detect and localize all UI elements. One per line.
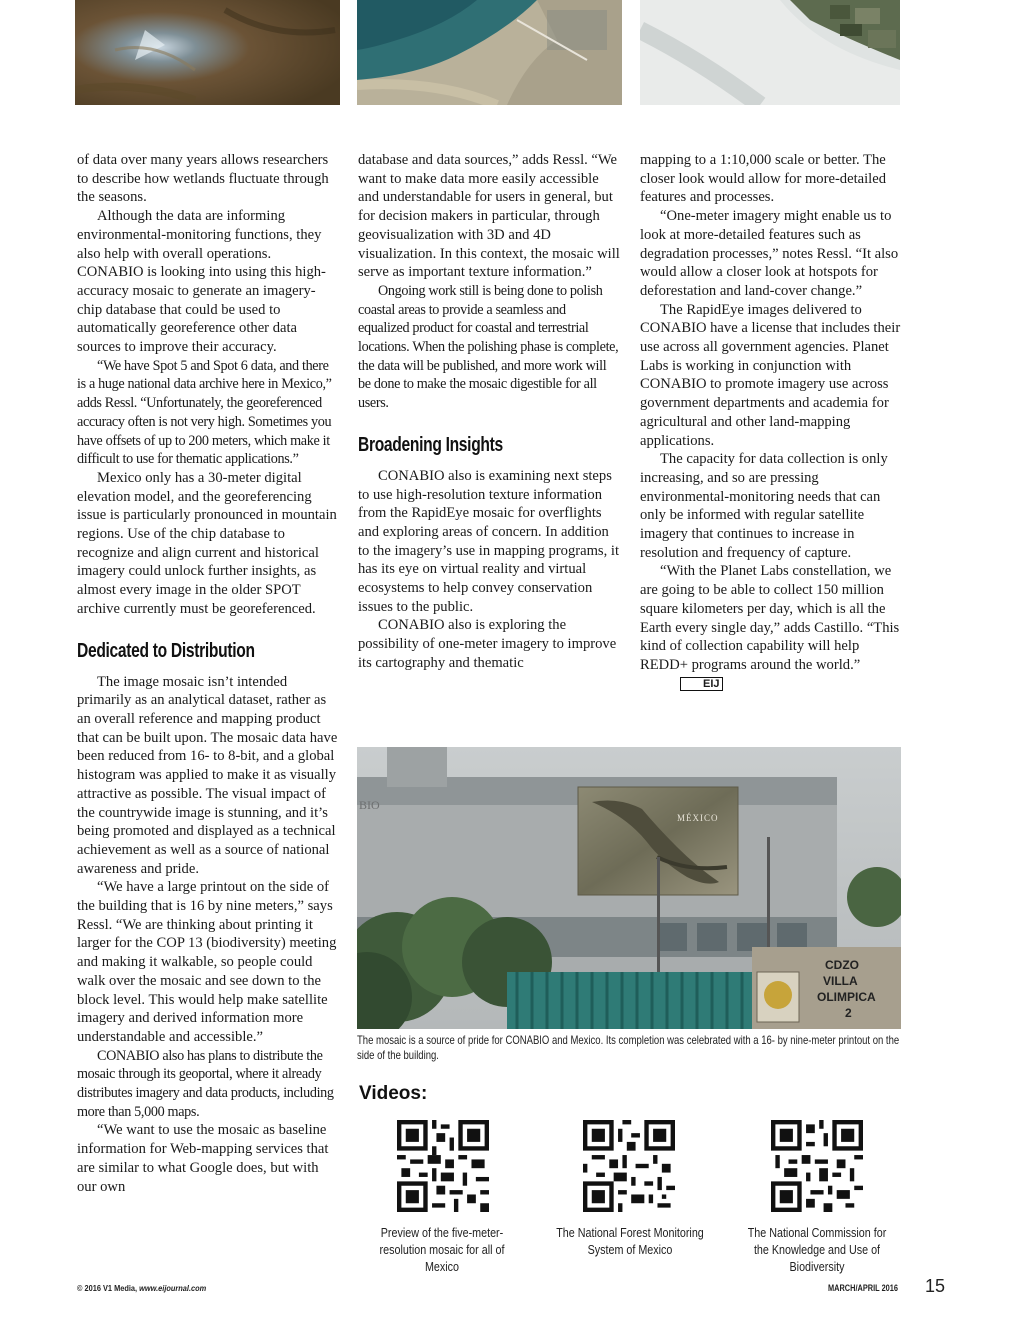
building-photo [357,747,901,1029]
column-2 [358,151,620,673]
paragraph: “We want to use the mosaic as baseline information for Web-mapping services that are similar to what Google does, but with our own [77,1122,329,1195]
photo-caption: The mosaic is a source of pride for CONABIO and Mexico. Its completion was celebrated with a 16- by nine-meter printout on the side of the building. [357,1034,900,1062]
satellite-image-farmland [640,0,900,105]
section-heading: Dedicated to Distribution [77,639,255,662]
videos-heading: Videos: [359,1083,428,1104]
qr-code-video-3[interactable] [771,1120,863,1212]
paragraph: CONABIO also is exploring the possibility of one-meter imagery to improve its cartography and thematic [358,617,617,671]
issue-date: MARCH/APRIL 2016 [828,1283,898,1293]
sign-line: VILLA [823,974,858,988]
paragraph: database and data sources,” adds Ressl. “We want to make data more easily accessible and understandable for users in general, but for decision makers in particular, through geovisualization with 3D and 4D visualization. In this context, the mosaic will serve as important texture information.” [358,152,620,281]
paragraph: of data over many years allows researchers to describe how wetlands fluctuate through the seasons. [77,152,329,206]
paragraph: Ongoing work still is being done to polish coastal areas to provide a seamless and equalized product for coastal and terrestrial locations. When the polishing phase is complete, the data will be published, and more work will be done to make the mosaic digestible for all users. [358,282,619,412]
website-link[interactable]: www.eijournal.com [139,1283,207,1293]
paragraph: “We have Spot 5 and Spot 6 data, and there is a huge national data archive here in Mexico,” adds Ressl. “Unfortunately, the georeferenced accuracy often is not very high. Sometimes you have offsets of up to 200 meters, which make it difficult to use for thematic applications.” [77,357,332,468]
paragraph: The capacity for data collection is only increasing, and so are pressing environmental-monitoring needs that can only be informed with regular satellite imagery that continues to increase in resolution and frequency of capture. [640,451,888,561]
section-heading: Broadening Insights [358,433,503,456]
sign-line: OLIMPICA [817,990,876,1004]
qr-code-video-2[interactable] [583,1120,675,1212]
paragraph: The image mosaic isn’t intended primarily as an analytical dataset, rather as an overall reference and mapping product that can be built upon. The mosaic data have been reduced from 16- to 8-bit, and a global histogram was applied to make it as visually attractive as possible. The visual impact of the countrywide image is stunning, and it’s being promoted and displayed as a technical achievement as well as a source of national awareness and pride. [77,673,338,877]
footer-copyright [77,1283,206,1293]
paragraph [640,562,902,693]
paragraph: The RapidEye images delivered to CONABIO have a license that includes their use across all government agencies. Planet Labs is working in conjunction with CONABIO to promote imagery use across government departments and academia for agricultural and other land-mapping applications. [640,301,901,449]
banner-title: MÉXICO [677,813,719,823]
column-3 [640,151,902,693]
column-1 [77,151,339,1196]
paragraph: CONABIO also is examining next steps to use high-resolution texture information from the RapidEye mosaic for overflights and exploring areas of concern. In addition to the imagery’s use in mapping programs, it has its eye on virtual reality and virtual ecosystems to help convey conservation issues to the public. [358,467,620,615]
satellite-image-coast [357,0,622,105]
paragraph: “We have a large printout on the side of the building that is 16 by nine meters,” says Ressl. “We are thinking about printing it larger for the COP 13 (biodiversity) meeting and making it walkable, so people could walk over the mosaic and see down to the block level. This would help make satellite imagery and derived information more understandable and accessible.” [77,879,337,1045]
paragraph: Although the data are informing environmental-monitoring functions, they also help with overall operations. CONABIO is looking into using this high-accuracy mosaic to generate an imagery-chip database that could be used to automatically georeference other data sources to improve their accuracy. [77,208,326,356]
sign-line: 2 [845,1006,852,1020]
end-mark-logo: EIJ [680,677,723,691]
page-number: 15 [925,1276,946,1296]
copyright-text: © 2016 V1 Media, [77,1283,138,1293]
qr-code-video-1[interactable] [397,1120,489,1212]
video-caption-1: Preview of the five-meter-resolution mosaic for all of Mexico [379,1226,505,1274]
video-caption-3: The National Commission for the Knowledge and Use of Biodiversity [747,1226,887,1274]
paragraph: Mexico only has a 30-meter digital elevation model, and the georeferencing issue is particularly pronounced in mountain regions. Use of the chip database to recognize and align current and historical imagery could unlock further insights, as almost every image in the older SPOT archive currently must be georeferenced. [77,469,337,617]
paragraph: mapping to a 1:10,000 scale or better. The closer look would allow for more-detailed features and processes. [640,152,886,206]
satellite-image-volcano [75,0,340,105]
paragraph-text: “With the Planet Labs constellation, we are going to be able to collect 150 million square kilometers per day, which is all the Earth every single day,” adds Castillo. “This kind of collection capability will help REDD+ programs around the world.” [640,563,900,673]
paragraph: “One-meter imagery might enable us to look at more-detailed features such as degradation processes,” notes Ressl. “It also would allow a closer look at hotspots for deforestation and land-cover change.” [640,208,899,299]
video-caption-2: The National Forest Monitoring System of Mexico [556,1226,704,1257]
wall-lettering: BIO [359,798,380,812]
sign-line: CDZO [825,958,859,972]
paragraph: CONABIO also has plans to distribute the mosaic through its geoportal, where it already distributes imagery and data products, including more than 5,000 maps. [77,1047,334,1120]
